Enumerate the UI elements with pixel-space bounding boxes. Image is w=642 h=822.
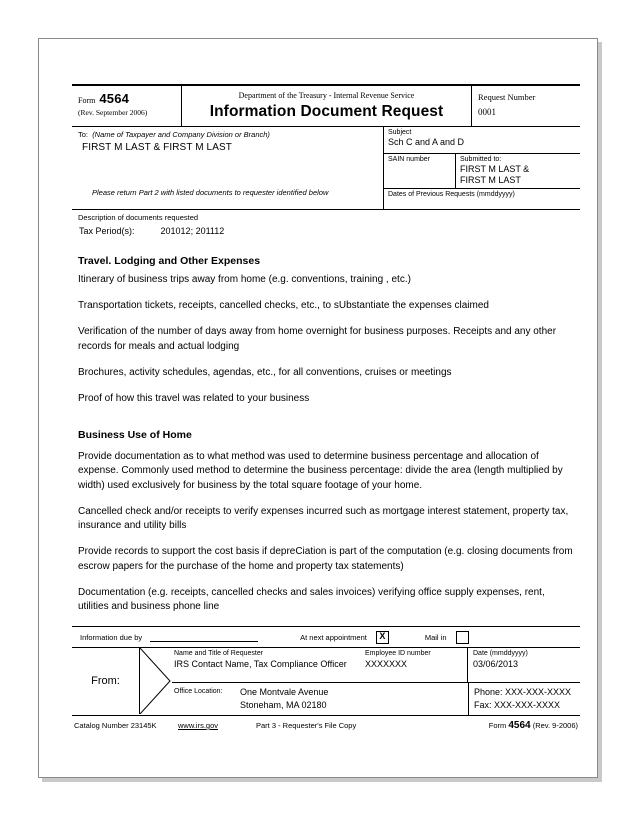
request-item: Brochures, activity schedules, agendas, etc., for all conventions, cruises or meetings [78,366,452,378]
employee-id-label: Employee ID number [365,650,431,657]
requester-label: Name and Title of Requester [174,650,264,657]
form-title: Information Document Request [209,103,444,120]
document-page [38,38,598,778]
agency-line: Department of the Treasury - Internal Revenue Service [238,91,415,100]
at-next-appointment-checkbox[interactable] [376,631,389,644]
request-item: Documentation (e.g. receipts, cancelled checks and sales invoices) verifying office supply expenses, rent, utilities and business phone line [78,586,545,612]
tax-periods-row [78,224,580,239]
information-due-input[interactable] [150,633,258,642]
part-copy-label: Part 3 - Requester's File Copy [256,721,357,730]
description-label: Description of documents requested [78,213,199,222]
date-value[interactable]: 03/06/2013 [473,659,519,669]
catalog-number: Catalog Number 23145K [74,721,157,730]
form-revision: (Rev. September 2006) [78,108,148,117]
checkbox-mark: X [379,630,386,641]
irs-website-link[interactable]: www.irs.gov [178,721,219,730]
sain-cell [384,154,456,188]
to-cell [72,127,384,209]
previous-requests-label: Dates of Previous Requests (mmddyyyy) [388,191,515,198]
request-item: Verification of the number of days away from home overnight for business purposes. Receipts and any other records for meals and actual lodging [78,326,557,352]
mail-in-label: Mail in [424,632,447,642]
at-next-appointment-label: At next appointment [300,632,367,642]
footer-form-id [489,720,578,731]
section-heading-home: Business Use of Home [78,428,192,441]
sain-label: SAIN number [388,156,431,163]
footer-form-prefix: Form [488,721,507,730]
form-number-cell [72,86,182,126]
form-header [72,84,580,127]
information-due-label: Information due by [80,632,143,642]
mail-in-checkbox[interactable] [456,631,469,644]
tax-periods-label: Tax Period(s): [79,226,135,236]
previous-requests-cell [384,189,580,209]
form-title-cell [182,86,472,126]
fax-value[interactable]: Fax: XXX-XXX-XXXX [474,699,561,710]
irs-form-4564 [72,84,580,731]
request-item: Proof of how this travel was related to your business [78,392,310,404]
request-item: Itinerary of business trips away from home (e.g. conventions, training , etc.) [78,274,411,285]
footer-form-number: 4564 [508,720,531,731]
submitted-to-cell [456,154,580,188]
footer-form-revision: (Rev. 9-2006) [532,721,578,730]
from-label: From: [72,648,140,714]
submitted-to-line2[interactable]: FIRST M LAST [460,175,521,185]
from-block [72,648,580,716]
document-body [72,239,580,626]
request-item: Transportation tickets, receipts, cancelled checks, etc., to sUbstantiate the expenses claimed [78,300,489,311]
requester-value[interactable]: IRS Contact Name, Tax Compliance Officer [174,659,347,669]
request-item: Provide records to support the cost basis if depreCiation is part of the computation (e.g. closing documents from escrow papers for the purchase of the home and property tax statements) [78,546,573,572]
description-bar [72,210,580,239]
office-contact-row [172,683,580,715]
request-item: Cancelled check and/or receipts to verify expenses incurred such as mortgage interest statement, property tax, insurance and utility bills [78,505,569,531]
phone-value[interactable]: Phone: XXX-XXX-XXXX [474,687,572,697]
contact-cell [468,683,580,715]
office-line2[interactable]: Stoneham, MA 02180 [240,699,327,710]
to-value[interactable]: FIRST M LAST & FIRST M LAST [82,142,232,153]
sain-submitted-row [384,154,580,189]
form-number: 4564 [99,91,130,106]
submitted-to-line1[interactable]: FIRST M LAST & [460,164,530,174]
to-hint: (Name of Taxpayer and Company Division or Branch) [92,130,270,139]
request-number-cell [472,86,580,126]
employee-id-cell [363,648,468,682]
request-number-label: Request Number [478,92,536,102]
information-due-strip [72,626,580,648]
submitted-to-label: Submitted to: [460,156,502,163]
subject-block [384,127,580,154]
office-location-label: Office Location: [174,688,223,695]
date-label: Date (mmddyyyy) [473,650,528,657]
date-cell [468,648,580,682]
requester-cell [172,648,363,682]
form-footer [72,716,580,731]
addressee-subject-row [72,127,580,210]
section-heading-travel: Travel. Lodging and Other Expenses [78,255,261,267]
office-line1[interactable]: One Montvale Avenue [240,687,329,697]
request-number-value[interactable]: 0001 [478,107,496,117]
request-item: Provide documentation as to what method was used to determine business percentage and allocation of expense. Commonly used method to determine the business percentage: divide the area (length multiplied by width) used exclusively for business by the total square footage of your home. [78,450,563,491]
return-instruction: Please return Part 2 with listed documents to requester identified below [92,188,329,197]
from-arrow-divider [140,648,172,714]
office-location-cell [172,683,468,715]
requester-row [172,648,580,683]
subject-value[interactable]: Sch C and A and D [388,137,465,147]
tax-periods-value[interactable]: 201012; 201112 [160,226,225,236]
to-label: To: [78,130,89,139]
form-label: Form [78,96,96,105]
subject-label: Subject [388,129,412,136]
employee-id-value[interactable]: XXXXXXX [365,659,408,669]
subject-cell [384,127,580,209]
